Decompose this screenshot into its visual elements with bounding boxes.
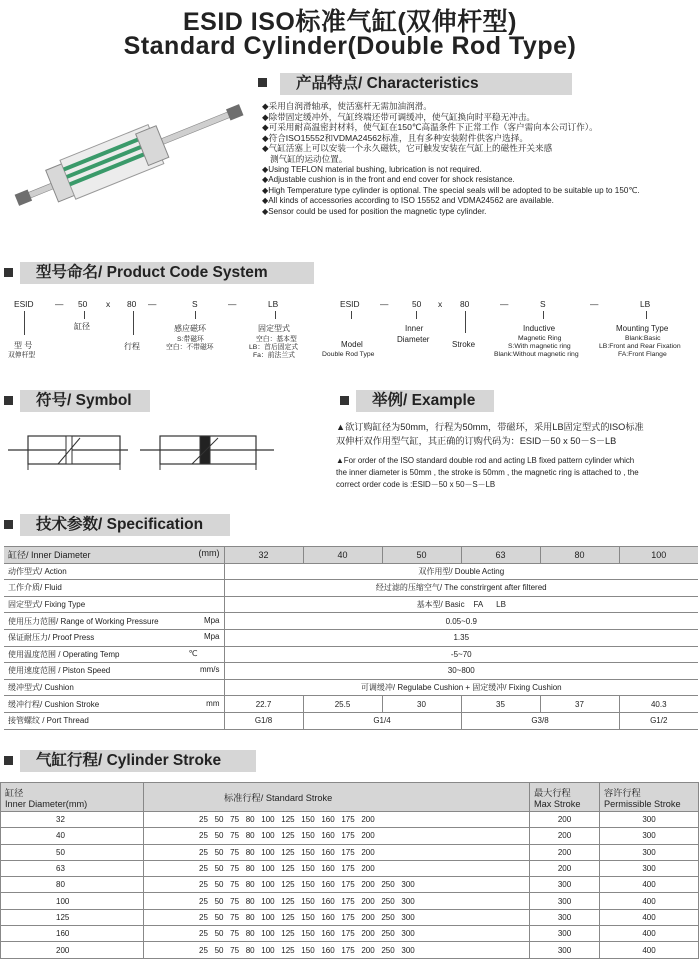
spec-size: 63 bbox=[461, 547, 540, 564]
stroke-row: 200 25 50 75 80 100 125 150 160 175 200 250 300 300 400 bbox=[1, 942, 699, 958]
product-code-diagram bbox=[0, 296, 700, 366]
feature-item: ◆气缸活塞上可以安装一个永久磁铁，它可触发安装在气缸上的磁性开关来感 bbox=[262, 143, 553, 154]
stroke-row: 125 25 50 75 80 100 125 150 160 175 200 250 300 300 400 bbox=[1, 909, 699, 925]
cylinder-stroke-table bbox=[0, 782, 699, 959]
spec-row-cushion-stroke: 缓冲行程/ Cushion Stroke mm 22.7 25.5 30 35 37 40.3 bbox=[4, 696, 698, 713]
label-mount-2-en: LB:Front and Rear Fixation bbox=[599, 343, 681, 350]
code-stroke-en: 80 bbox=[460, 299, 470, 309]
code-tick bbox=[543, 311, 544, 319]
code-sep: — bbox=[148, 299, 157, 309]
spec-size: 80 bbox=[540, 547, 619, 564]
characteristics-list bbox=[262, 101, 698, 218]
spec-header-label: 缸径/ Inner Diameter (mm) bbox=[4, 547, 224, 564]
cylinder-stroke-heading: 气缸行程/ Cylinder Stroke bbox=[20, 750, 256, 772]
code-tick bbox=[84, 311, 85, 319]
stroke-row: 32 25 50 75 80 100 125 150 160 175 200 200 300 bbox=[1, 812, 699, 828]
page-title-cn: ESID ISO标准气缸(双伸杆型) bbox=[182, 8, 517, 36]
label-bore: 缸径 bbox=[74, 322, 90, 331]
example-cn-line: 双伸杆双作用型气缸，其正确的订购代码为：ESID－50 x 50－S－LB bbox=[336, 435, 617, 446]
label-inductive-1-en: Magnetic Ring bbox=[518, 335, 562, 342]
spec-row: 使用温度范围 / Operating Temp ℃ -5~70 bbox=[4, 646, 698, 663]
product-code-heading: 型号命名/ Product Code System bbox=[20, 262, 314, 284]
code-tick bbox=[351, 311, 352, 319]
label-model-en: Model bbox=[341, 340, 363, 349]
spec-row: 动作型式/ Action 双作用型/ Double Acting bbox=[4, 563, 698, 580]
label-mount-en: Mounting Type bbox=[616, 324, 669, 333]
feature-item: ◆符合ISO15552和VDMA24562标准，且有多种安装附件供客户选择。 bbox=[262, 132, 528, 143]
spec-row: 使用压力范围/ Range of Working Pressure Mpa 0.05~0.9 bbox=[4, 613, 698, 630]
label-type: 型 号 bbox=[14, 341, 33, 350]
code-sep: — bbox=[55, 299, 64, 309]
characteristics-heading: 产品特点/ Characteristics bbox=[280, 73, 572, 95]
label-mount-1: 空白：基本型 bbox=[256, 336, 297, 343]
spec-row-port-thread: 接管螺纹 / Port Thread G1/8 G1/4 G3/8 G1/2 bbox=[4, 712, 698, 729]
code-tick bbox=[646, 311, 647, 319]
code-sep: — bbox=[228, 299, 237, 309]
example-heading: 举例/ Example bbox=[356, 390, 494, 412]
label-inductive-3-en: Blank:Without magnetic ring bbox=[494, 351, 579, 358]
label-mount-2: LB：首后固定式 bbox=[249, 344, 299, 351]
code-tick bbox=[465, 311, 466, 333]
label-inductive-en: Inductive bbox=[523, 324, 556, 333]
spec-size: 40 bbox=[303, 547, 382, 564]
symbol-cylinder-magnetic bbox=[140, 428, 274, 472]
label-inductive-s: S:带磁环 bbox=[177, 336, 204, 343]
feature-item: ◆All kinds of accessories according to ISO 15552 and VDMA24562 are available. bbox=[262, 196, 554, 206]
stroke-row: 160 25 50 75 80 100 125 150 160 175 200 250 300 300 400 bbox=[1, 926, 699, 942]
code-tick bbox=[416, 311, 417, 319]
code-x-en: x bbox=[438, 299, 443, 309]
spec-row: 使用速度范围 / Piston Speed mm/s 30~800 bbox=[4, 663, 698, 680]
label-inductive-2-en: S:With magnetic ring bbox=[508, 343, 571, 350]
stroke-row: 40 25 50 75 80 100 125 150 160 175 200 200 300 bbox=[1, 828, 699, 844]
stroke-row: 50 25 50 75 80 100 125 150 160 175 200 200 300 bbox=[1, 844, 699, 860]
code-sep-en: — bbox=[500, 299, 509, 309]
example-en-line: ▲For order of the ISO standard double rod and acting LB fixed pattern cylinder which bbox=[336, 455, 635, 465]
section-marker bbox=[4, 396, 13, 405]
label-inductive-blank: 空白：不带磁环 bbox=[166, 344, 214, 351]
label-mount: 固定型式 bbox=[258, 324, 290, 333]
label-inductive: 感应磁环 bbox=[174, 324, 206, 333]
feature-item: ◆Using TEFLON material bushing, lubrication is not required. bbox=[262, 164, 482, 174]
section-marker bbox=[4, 756, 13, 765]
specification-table bbox=[4, 546, 698, 730]
label-mount-3: Fa：前法兰式 bbox=[253, 352, 295, 359]
spec-size: 100 bbox=[619, 547, 698, 564]
label-mount-3-en: FA:Front Flange bbox=[618, 351, 667, 358]
code-mount-en: LB bbox=[640, 299, 651, 309]
label-bore2-en: Diameter bbox=[397, 335, 430, 344]
label-mount-1-en: Blank:Basic bbox=[625, 335, 661, 342]
code-tick bbox=[275, 311, 276, 319]
symbol-cylinder-basic bbox=[8, 428, 128, 472]
code-tick bbox=[24, 311, 25, 335]
code-mount: LB bbox=[268, 299, 279, 309]
spec-row: 工作介质/ Fluid 经过滤的压缩空气/ The constrirgent after filtered bbox=[4, 580, 698, 597]
stroke-row: 100 25 50 75 80 100 125 150 160 175 200 250 300 300 400 bbox=[1, 893, 699, 909]
spec-row: 固定型式/ Fixing Type 基本型/ Basic FA LB bbox=[4, 596, 698, 613]
label-type-sub: 双伸杆型 bbox=[8, 352, 36, 359]
code-magnet: S bbox=[192, 299, 198, 309]
section-marker bbox=[258, 78, 267, 87]
cylinder-image bbox=[10, 98, 250, 213]
feature-item: ◆可采用耐高温密封材料，使气缸在150℃高温条件下正常工作（客户需向本公司订作）。 bbox=[262, 122, 598, 133]
label-bore1-en: Inner bbox=[405, 324, 424, 333]
example-text bbox=[336, 421, 698, 491]
label-model-sub-en: Double Rod Type bbox=[322, 351, 375, 358]
code-sep-en: — bbox=[590, 299, 599, 309]
spec-row: 保证耐压力/ Proof Press Mpa 1.35 bbox=[4, 629, 698, 646]
spec-header-row bbox=[4, 547, 698, 564]
section-marker bbox=[4, 268, 13, 277]
label-stroke: 行程 bbox=[124, 342, 140, 351]
code-model-en: ESID bbox=[340, 299, 360, 309]
example-en-line: the inner diameter is 50mm , the stroke is 50mm , the magnetic ring is attached to , the bbox=[336, 467, 639, 477]
stroke-row: 80 25 50 75 80 100 125 150 160 175 200 250 300 300 400 bbox=[1, 877, 699, 893]
code-bore-en: 50 bbox=[412, 299, 422, 309]
specification-heading: 技术参数/ Specification bbox=[20, 514, 230, 536]
feature-item: ◆除带固定缓冲外，气缸终端还带可调缓冲，使气缸换向时平稳无冲击。 bbox=[262, 111, 536, 122]
spec-size: 50 bbox=[382, 547, 461, 564]
code-bore: 50 bbox=[78, 299, 88, 309]
symbol-heading: 符号/ Symbol bbox=[20, 390, 150, 412]
feature-item: ◆High Temperature type cylinder is optional. The special seals will be adopted to be suitable up to 150℃. bbox=[262, 185, 640, 195]
spec-size: 32 bbox=[224, 547, 303, 564]
code-x: x bbox=[106, 299, 111, 309]
code-sep-en: — bbox=[380, 299, 389, 309]
section-marker bbox=[340, 396, 349, 405]
section-marker bbox=[4, 520, 13, 529]
stroke-row: 63 25 50 75 80 100 125 150 160 175 200 200 300 bbox=[1, 860, 699, 876]
code-model: ESID bbox=[14, 299, 34, 309]
spec-row: 缓冲型式/ Cushion 可调缓冲/ Regulabe Cushion + 固定缓冲/ Fixing Cushion bbox=[4, 679, 698, 696]
example-en-line: correct order code is :ESID－50 x 50－S－LB bbox=[336, 479, 496, 489]
example-cn-line: ▲欲订购缸径为50mm，行程为50mm，带磁环，采用LB固定型式的ISO标准 bbox=[336, 422, 644, 432]
feature-item: ◆采用自润滑轴承，使活塞杆无需加油润滑。 bbox=[262, 101, 432, 111]
page-title-en: Standard Cylinder(Double Rod Type) bbox=[123, 32, 577, 60]
feature-item: ◆Sensor could be used for position the magnetic type cylinder. bbox=[262, 206, 487, 216]
feature-item: ◆Adjustable cushion is in the front and end cover for shock resistance. bbox=[262, 175, 515, 185]
code-tick bbox=[133, 311, 134, 335]
stroke-header-row: 缸径 Inner Diameter(mm) 标准行程/ Standard Stroke 最大行程 Max Stroke 容许行程 Permissible Stroke bbox=[1, 783, 699, 812]
code-magnet-en: S bbox=[540, 299, 546, 309]
code-tick bbox=[195, 311, 196, 319]
code-stroke: 80 bbox=[127, 299, 137, 309]
label-stroke-en: Stroke bbox=[452, 340, 476, 349]
feature-item: 测气缸的运动位置。 bbox=[270, 153, 348, 164]
